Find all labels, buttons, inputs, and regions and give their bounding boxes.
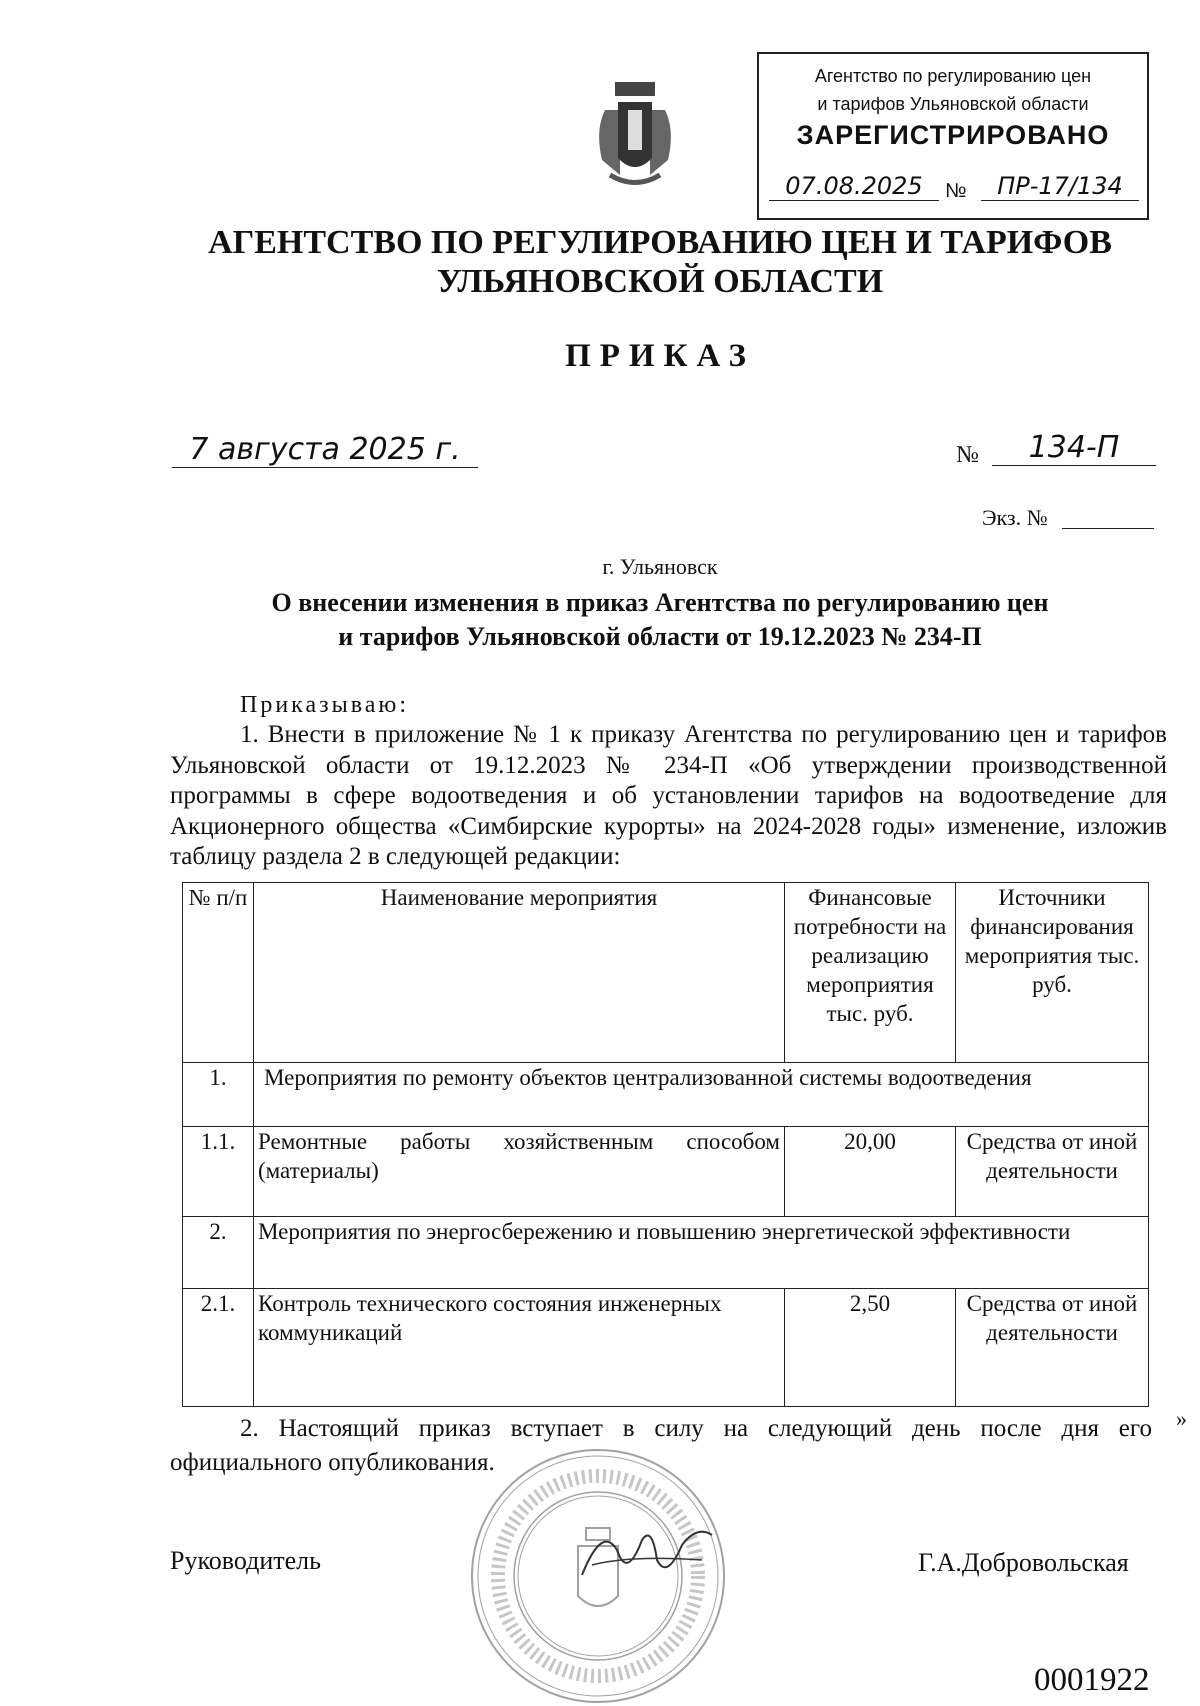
serial-number: 0001922	[1034, 1662, 1150, 1698]
section-2-num: 2.	[183, 1217, 254, 1289]
closing-quote: »	[1176, 1406, 1187, 1431]
row-2-1-source: Средства от иной деятельности	[956, 1289, 1149, 1407]
order-subject	[100, 586, 1200, 654]
stamp-agency-line1: Агентство по регулированию цен	[814, 66, 1092, 86]
stamp-status: ЗАРЕГИСТРИРОВАНО	[796, 120, 1110, 150]
measures-table	[182, 882, 1149, 1407]
row-1-1-name: Ремонтные работы хозяйственным способом (материалы)	[254, 1127, 785, 1217]
paragraph-1-text: 1. Внести в приложение № 1 к приказу Агентства по регулированию цен и тарифов Ульяновской области от 19.12.2023 № 234-П «Об утверждении производственной программы в сфере водоотведения и об установлении тарифов на водоотведение для Акционерного общества «Симбирские курорты» на 2024-2028 годы» изменение, изложив таблицу раздела 2 в следующей редакции:	[170, 721, 1167, 870]
order-date: 7 августа 2025 г.	[172, 432, 478, 468]
row-2-1-finance: 2,50	[785, 1289, 956, 1407]
paragraph-1	[170, 720, 1167, 873]
table-row	[183, 1127, 1149, 1217]
coat-of-arms-icon	[590, 80, 680, 190]
order-number-label: №	[956, 442, 979, 468]
row-1-1-source: Средства от иной деятельности	[956, 1127, 1149, 1217]
section-1-num: 1.	[183, 1063, 254, 1127]
table-row	[183, 1217, 1149, 1289]
signature-icon	[572, 1520, 722, 1590]
order-word: Приказываю:	[240, 692, 409, 718]
stamp-date: 07.08.2025	[769, 172, 939, 201]
section-2-title: Мероприятия по энергосбережению и повышению энергетической эффективности	[254, 1217, 1149, 1289]
table-row	[183, 1289, 1149, 1407]
city: г. Ульяновск	[602, 554, 718, 579]
subject-line1: О внесении изменения в приказ Агентства по регулированию цен	[271, 588, 1049, 617]
header-finance: Финансовые потребности на реализацию мероприятия тыс. руб.	[785, 883, 956, 1063]
paragraph-2-text: 2. Настоящий приказ вступает в силу на следующий день после дня его официального опубликования.	[170, 1415, 1152, 1476]
header-source: Источники финансирования мероприятия тыс. руб.	[956, 883, 1149, 1063]
row-1-1-num: 1.1.	[183, 1127, 254, 1217]
stamp-number: ПР-17/134	[981, 172, 1139, 201]
agency-title-line1: АГЕНТСТВО ПО РЕГУЛИРОВАНИЮ ЦЕН И ТАРИФОВ	[208, 224, 1112, 261]
stamp-number-sign: №	[945, 180, 967, 202]
header-name: Наименование мероприятия	[254, 883, 785, 1063]
header-num: № п/п	[183, 883, 254, 1063]
copy-number-blank	[1062, 528, 1154, 529]
copy-number-label: Экз. №	[982, 505, 1048, 530]
stamp-agency-line2: и тарифов Ульяновской области	[817, 94, 1089, 114]
section-1-title: Мероприятия по ремонту объектов централизованной системы водоотведения	[254, 1063, 1149, 1127]
agency-title-line2: УЛЬЯНОВСКОЙ ОБЛАСТИ	[436, 263, 884, 300]
row-2-1-num: 2.1.	[183, 1289, 254, 1407]
document-type: ПРИКАЗ	[565, 338, 755, 374]
signer-position: Руководитель	[170, 1546, 321, 1575]
registration-stamp	[757, 52, 1149, 220]
table-header-row	[183, 883, 1149, 1063]
table-row	[183, 1063, 1149, 1127]
signer-name: Г.А.Добровольская	[918, 1548, 1129, 1577]
subject-line2: и тарифов Ульяновской области от 19.12.2023 № 234-П	[338, 622, 982, 651]
row-1-1-finance: 20,00	[785, 1127, 956, 1217]
order-number: 134-П	[992, 430, 1156, 466]
row-2-1-name: Контроль технического состояния инженерных коммуникаций	[254, 1289, 785, 1407]
